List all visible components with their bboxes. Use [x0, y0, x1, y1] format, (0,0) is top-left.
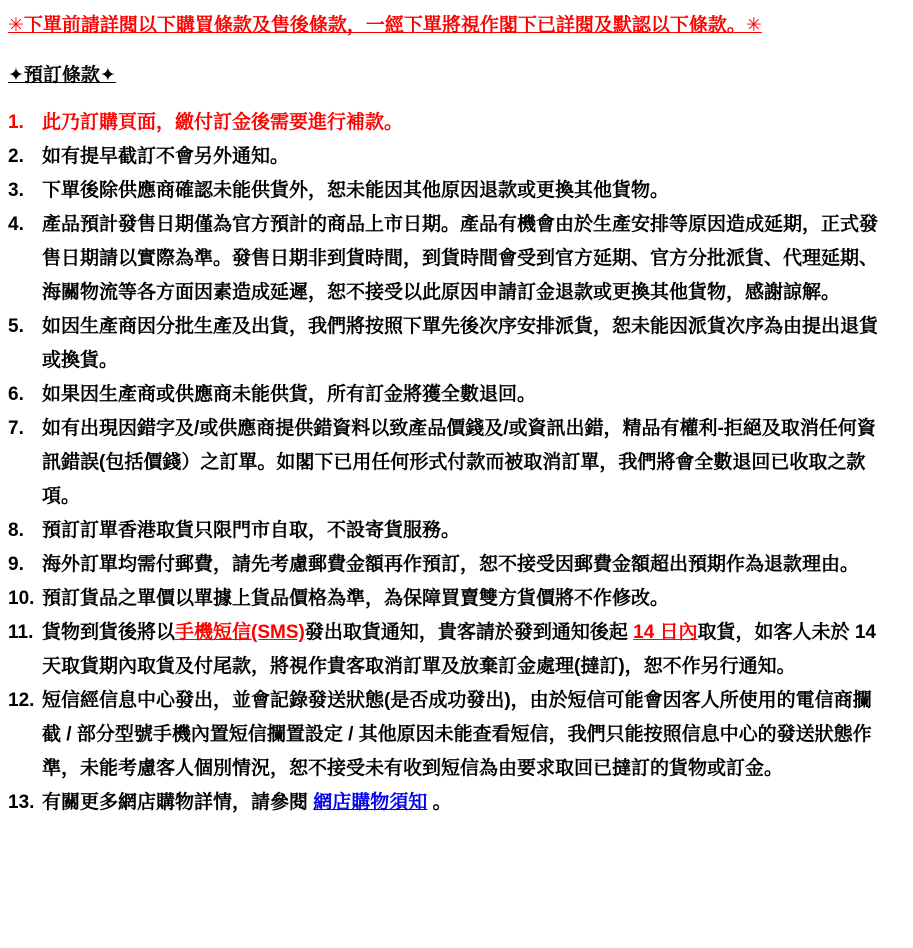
term-segment: 海外訂單均需付郵費，請先考慮郵費金額再作預訂，恕不接受因郵費金額超出預期作為退款理由。 — [42, 554, 860, 575]
term-number: 7. — [8, 418, 24, 439]
term-item-8 — [8, 514, 887, 548]
term-item-6 — [8, 378, 887, 412]
term-item-1 — [8, 106, 887, 140]
term-item-11 — [8, 616, 887, 684]
term-number: 12. — [8, 690, 35, 711]
term-segment: 貨物到貨後將以 — [42, 622, 176, 643]
term-number: 6. — [8, 384, 24, 405]
term-item-3 — [8, 174, 887, 208]
term-number: 4. — [8, 214, 24, 235]
term-segment: 產品預計發售日期僅為官方預計的商品上市日期。產品有機會由於生產安排等原因造成延期，正式發售日期請以實際為準。發售日期非到貨時間，到貨時間會受到官方延期、官方分批派貨、代理延期、海關物流等各方面因素造成延遲，恕不接受以此原因申請訂金退款或更換其他貨物，感謝諒解。 — [42, 214, 879, 303]
term-number: 10. — [8, 588, 35, 609]
term-text — [42, 310, 887, 378]
term-segment: 。 — [427, 792, 452, 813]
term-text — [42, 378, 887, 412]
term-number: 5. — [8, 316, 24, 337]
term-segment: 如有提早截訂不會另外通知。 — [42, 146, 290, 167]
term-segment: 短信經信息中心發出，並會記錄發送狀態(是否成功發出)，由於短信可能會因客人所使用的電信商攔截 / 部分型號手機內置短信攔置設定 / 其他原因未能查看短信，我們只能按照信息中心的發送狀態作準，未能考慮客人個別情況，恕不接受未有收到短信為由要求取回已撻訂的貨物或訂金。 — [42, 690, 872, 779]
term-item-9 — [8, 548, 887, 582]
term-highlight: 手機短信(SMS) — [175, 622, 305, 643]
term-text — [42, 106, 887, 140]
preorder-terms-section-title: ✦預訂條款✦ — [8, 65, 116, 86]
term-segment: 此乃訂購頁面，繳付訂金後需要進行補款。 — [42, 112, 404, 133]
term-highlight: 14 日內 — [633, 622, 698, 643]
term-segment: 有關更多網店購物詳情，請參閱 — [42, 792, 314, 813]
term-text — [42, 140, 887, 174]
term-text — [42, 208, 887, 310]
term-segment: 發出取貨通知，貴客請於發到通知後起 — [304, 622, 634, 643]
term-number: 1. — [8, 112, 24, 133]
term-segment: 取貨，如客人未於 14 天取貨期內取貨及付尾款，將視作貴客取消訂單及放棄訂金處理(撻訂)，恕不作另行通知。 — [42, 622, 876, 677]
term-number: 13. — [8, 792, 35, 813]
term-text — [42, 786, 887, 820]
term-segment: 預訂訂單香港取貨只限門市自取，不設寄貨服務。 — [42, 520, 461, 541]
shop-guide-link[interactable]: 網店購物須知 — [313, 792, 428, 813]
term-text — [42, 684, 887, 786]
term-item-12 — [8, 684, 887, 786]
terms-list — [8, 106, 887, 820]
term-segment: 下單後除供應商確認未能供貨外，恕未能因其他原因退款或更換其他貨物。 — [42, 180, 670, 201]
term-number: 8. — [8, 520, 24, 541]
term-number: 3. — [8, 180, 24, 201]
term-segment: 如有出現因錯字及/或供應商提供錯資料以致產品價錢及/或資訊出錯，精品有權利-拒絕及取消任何資訊錯誤(包括價錢）之訂單。如閣下已用任何形式付款而被取消訂單，我們將會全數退回已收取之款項。 — [42, 418, 876, 507]
term-item-5 — [8, 310, 887, 378]
term-item-4 — [8, 208, 887, 310]
term-text — [42, 174, 887, 208]
purchase-notice-banner: ✳下單前請詳閱以下購買條款及售後條款，一經下單將視作閣下已詳閱及默認以下條款。✳ — [8, 15, 762, 36]
term-text — [42, 514, 887, 548]
term-text — [42, 582, 887, 616]
term-number: 2. — [8, 146, 24, 167]
term-segment: 預訂貨品之單價以單據上貨品價格為準，為保障買賣雙方貨價將不作修改。 — [42, 588, 670, 609]
term-text — [42, 412, 887, 514]
term-segment: 如因生產商因分批生產及出貨，我們將按照下單先後次序安排派貨，恕未能因派貨次序為由提出退貨或換貨。 — [42, 316, 879, 371]
term-item-7 — [8, 412, 887, 514]
term-number: 11. — [8, 622, 34, 643]
term-item-10 — [8, 582, 887, 616]
term-number: 9. — [8, 554, 24, 575]
term-text — [42, 616, 887, 684]
term-segment: 如果因生產商或供應商未能供貨，所有訂金將獲全數退回。 — [42, 384, 537, 405]
term-item-13 — [8, 786, 887, 820]
term-text — [42, 548, 887, 582]
term-item-2 — [8, 140, 887, 174]
